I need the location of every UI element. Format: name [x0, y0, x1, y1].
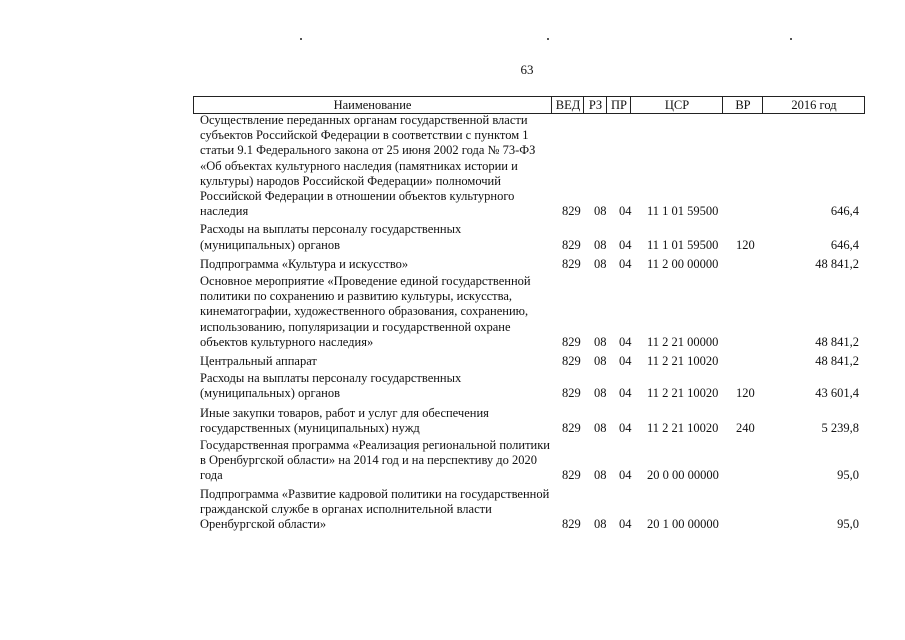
row-pr: 04: [619, 517, 632, 532]
scan-speck: [300, 38, 302, 40]
page-number: 63: [520, 62, 534, 77]
row-pr: 04: [619, 204, 632, 219]
row-vr: 120: [736, 237, 755, 252]
table-row: [0, 406, 905, 436]
row-name: Основное мероприятие «Проведение единой государственной политики по сохранению и развитию культуры, искусства, кинематографии, художественного образования, сохранению, использованию, популяризации и государственной охране объектов культурного наследия»: [200, 274, 531, 349]
row-vr: 120: [736, 386, 755, 401]
header-ved: ВЕД: [551, 97, 584, 113]
row-name: Осуществление переданных органам государственной власти субъектов Российской Федерации в соответствии с пунктом 1 статьи 9.1 Федерального закона от 25 июня 2002 года № 73-ФЗ «Об объектах культурного наследия (памятниках истории и культуры) народов Российской Федерации» полномочий Российской Федерации в отношении объектов культурного наследия: [200, 113, 536, 219]
row-pr: 04: [619, 354, 632, 369]
table-row: [0, 113, 905, 219]
header-csr: ЦСР: [630, 97, 723, 113]
row-name: Центральный аппарат: [200, 354, 317, 369]
table-row: [0, 371, 905, 401]
table-row: [0, 487, 905, 533]
row-pr: 04: [619, 237, 632, 252]
row-ved: 829: [562, 354, 581, 369]
row-csr: 11 2 21 10020: [647, 386, 719, 401]
scan-speck: [547, 38, 549, 40]
row-csr: 11 2 21 10020: [647, 420, 719, 435]
row-amount: 48 841,2: [815, 334, 859, 349]
row-name: Иные закупки товаров, работ и услуг для обеспечения государственных (муниципальных) нужд: [200, 405, 489, 435]
row-ved: 829: [562, 468, 581, 483]
row-pr: 04: [619, 468, 632, 483]
row-amount: 48 841,2: [815, 354, 859, 369]
row-name: Подпрограмма «Культура и искусство»: [200, 256, 409, 271]
row-rz: 08: [594, 256, 607, 271]
row-amount: 646,4: [830, 204, 859, 219]
header-rz: РЗ: [583, 97, 607, 113]
row-csr: 11 2 21 00000: [647, 334, 719, 349]
row-ved: 829: [562, 237, 581, 252]
row-rz: 08: [594, 468, 607, 483]
row-amount: 95,0: [837, 468, 859, 483]
table-body: [0, 113, 905, 532]
table-row: [0, 274, 905, 350]
row-vr: 240: [736, 420, 755, 435]
row-ved: 829: [562, 420, 581, 435]
table-header: [193, 96, 865, 114]
row-ved: 829: [562, 334, 581, 349]
header-vr: ВР: [722, 97, 763, 113]
row-name: Подпрограмма «Развитие кадровой политики на государственной гражданской службе в органах исполнительной власти Оренбургской области»: [200, 486, 550, 532]
row-csr: 11 2 21 10020: [647, 354, 719, 369]
row-rz: 08: [594, 334, 607, 349]
table-row: [0, 354, 905, 369]
row-amount: 646,4: [830, 237, 859, 252]
row-csr: 20 1 00 00000: [647, 517, 719, 532]
row-name: Государственная программа «Реализация региональной политики в Оренбургской области» на 2014 год и на перспективу до 2020 года: [200, 438, 550, 483]
row-csr: 11 1 01 59500: [647, 237, 719, 252]
row-amount: 95,0: [837, 517, 859, 532]
row-name: Расходы на выплаты персоналу государственных (муниципальных) органов: [200, 371, 462, 401]
row-ved: 829: [562, 386, 581, 401]
row-ved: 829: [562, 256, 581, 271]
row-ved: 829: [562, 204, 581, 219]
row-pr: 04: [619, 256, 632, 271]
row-rz: 08: [594, 386, 607, 401]
row-rz: 08: [594, 420, 607, 435]
row-amount: 48 841,2: [815, 256, 859, 271]
row-rz: 08: [594, 517, 607, 532]
row-amount: 5 239,8: [821, 420, 859, 435]
table-row: [0, 222, 905, 252]
table-row: [0, 438, 905, 484]
row-amount: 43 601,4: [815, 386, 859, 401]
header-year: 2016 год: [762, 97, 865, 113]
row-ved: 829: [562, 517, 581, 532]
row-pr: 04: [619, 386, 632, 401]
row-rz: 08: [594, 237, 607, 252]
row-csr: 11 2 00 00000: [647, 256, 719, 271]
row-csr: 20 0 00 00000: [647, 468, 719, 483]
header-name: Наименование: [333, 98, 412, 112]
row-pr: 04: [619, 334, 632, 349]
row-pr: 04: [619, 420, 632, 435]
row-name: Расходы на выплаты персоналу государственных (муниципальных) органов: [200, 222, 462, 252]
row-rz: 08: [594, 354, 607, 369]
scan-speck: [790, 38, 792, 40]
header-pr: ПР: [606, 97, 631, 113]
row-rz: 08: [594, 204, 607, 219]
row-csr: 11 1 01 59500: [647, 204, 719, 219]
table-row: [0, 257, 905, 272]
